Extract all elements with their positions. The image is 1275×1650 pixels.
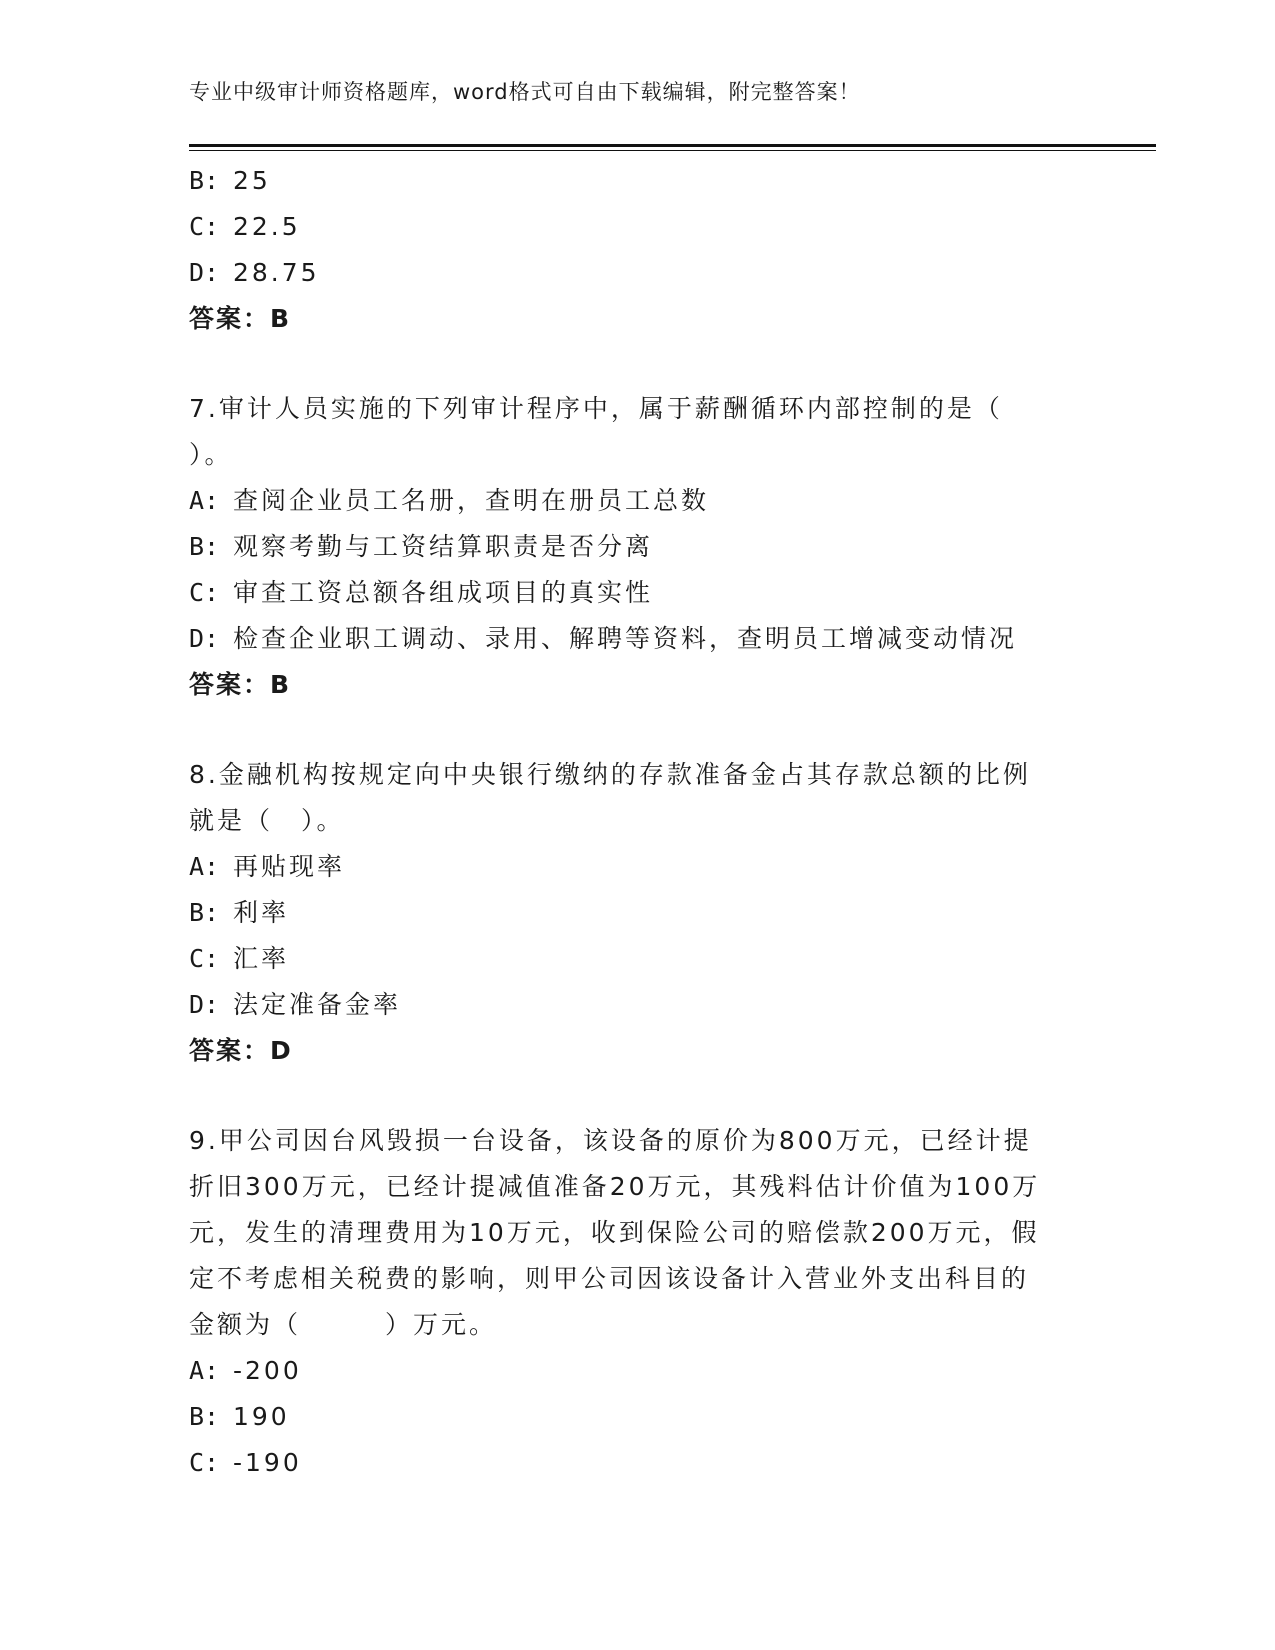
option-c — [189, 1440, 1089, 1486]
option-text: 观察考勤与工资结算职责是否分离 — [233, 532, 654, 561]
question-8-answer: 答案：D — [189, 1036, 293, 1065]
question-8 — [189, 752, 1089, 1074]
question-7-answer: 答案：B — [189, 670, 292, 699]
spacer — [189, 342, 1089, 386]
question-stem-line: 定不考虑相关税费的影响，则甲公司因该设备计入营业外支出科目的 — [189, 1264, 1030, 1293]
option-d — [189, 616, 1089, 662]
spacer — [189, 1074, 1089, 1118]
option-d — [189, 250, 1089, 296]
question-stem-line: 7.审计人员实施的下列审计程序中，属于薪酬循环内部控制的是（ — [189, 394, 1003, 423]
option-c — [189, 204, 1089, 250]
question-stem-line: 9.甲公司因台风毁损一台设备，该设备的原价为800万元，已经计提 — [189, 1126, 1032, 1155]
option-c — [189, 570, 1089, 616]
option-label: D: — [189, 990, 220, 1019]
page-header: 专业中级审计师资格题库，word格式可自由下载编辑，附完整答案！ — [189, 80, 861, 104]
option-text: 审查工资总额各组成项目的真实性 — [233, 578, 654, 607]
option-text: 利率 — [233, 898, 290, 927]
question-stem-line: 8.金融机构按规定向中央银行缴纳的存款准备金占其存款总额的比例 — [189, 760, 1031, 789]
question-6-options — [189, 158, 1089, 296]
question-stem-line: 折旧300万元，已经计提减值准备20万元，其残料估计价值为100万 — [189, 1172, 1041, 1201]
option-b — [189, 158, 1089, 204]
option-text: -200 — [233, 1356, 302, 1385]
option-text: 查阅企业员工名册，查明在册员工总数 — [233, 486, 710, 515]
option-label: B: — [189, 166, 220, 195]
option-a — [189, 844, 1089, 890]
option-label: D: — [189, 624, 220, 653]
option-label: C: — [189, 1448, 220, 1477]
header-rule-thick — [189, 144, 1156, 147]
option-b — [189, 524, 1089, 570]
option-d — [189, 982, 1089, 1028]
option-label: B: — [189, 898, 220, 927]
option-label: D: — [189, 258, 220, 287]
option-text: 190 — [233, 1402, 290, 1431]
option-label: B: — [189, 1402, 220, 1431]
option-label: C: — [189, 944, 220, 973]
question-7 — [189, 386, 1089, 708]
option-label: B: — [189, 532, 220, 561]
option-text: 检查企业职工调动、录用、解聘等资料，查明员工增减变动情况 — [233, 624, 1018, 653]
option-label: C: — [189, 212, 220, 241]
option-label: A: — [189, 852, 220, 881]
question-content — [189, 158, 1089, 1486]
option-label: C: — [189, 578, 220, 607]
option-label: A: — [189, 1356, 220, 1385]
option-c — [189, 936, 1089, 982]
question-stem-line: ）。 — [189, 440, 233, 469]
option-a — [189, 1348, 1089, 1394]
option-a — [189, 478, 1089, 524]
question-9 — [189, 1118, 1089, 1486]
option-text: 28.75 — [233, 258, 320, 287]
question-stem-line: 就是（ ）。 — [189, 806, 345, 835]
option-text: 汇率 — [233, 944, 290, 973]
option-text: 25 — [233, 166, 271, 195]
option-text: 22.5 — [233, 212, 301, 241]
option-text: -190 — [233, 1448, 302, 1477]
question-6-answer: 答案：B — [189, 304, 292, 333]
header-rule-thin — [189, 150, 1156, 151]
question-stem-line: 金额为（ ）万元。 — [189, 1310, 498, 1339]
option-text: 法定准备金率 — [233, 990, 402, 1019]
question-stem-line: 元，发生的清理费用为10万元，收到保险公司的赔偿款200万元，假 — [189, 1218, 1040, 1247]
spacer — [189, 708, 1089, 752]
option-text: 再贴现率 — [233, 852, 346, 881]
option-b — [189, 890, 1089, 936]
option-label: A: — [189, 486, 220, 515]
option-b — [189, 1394, 1089, 1440]
